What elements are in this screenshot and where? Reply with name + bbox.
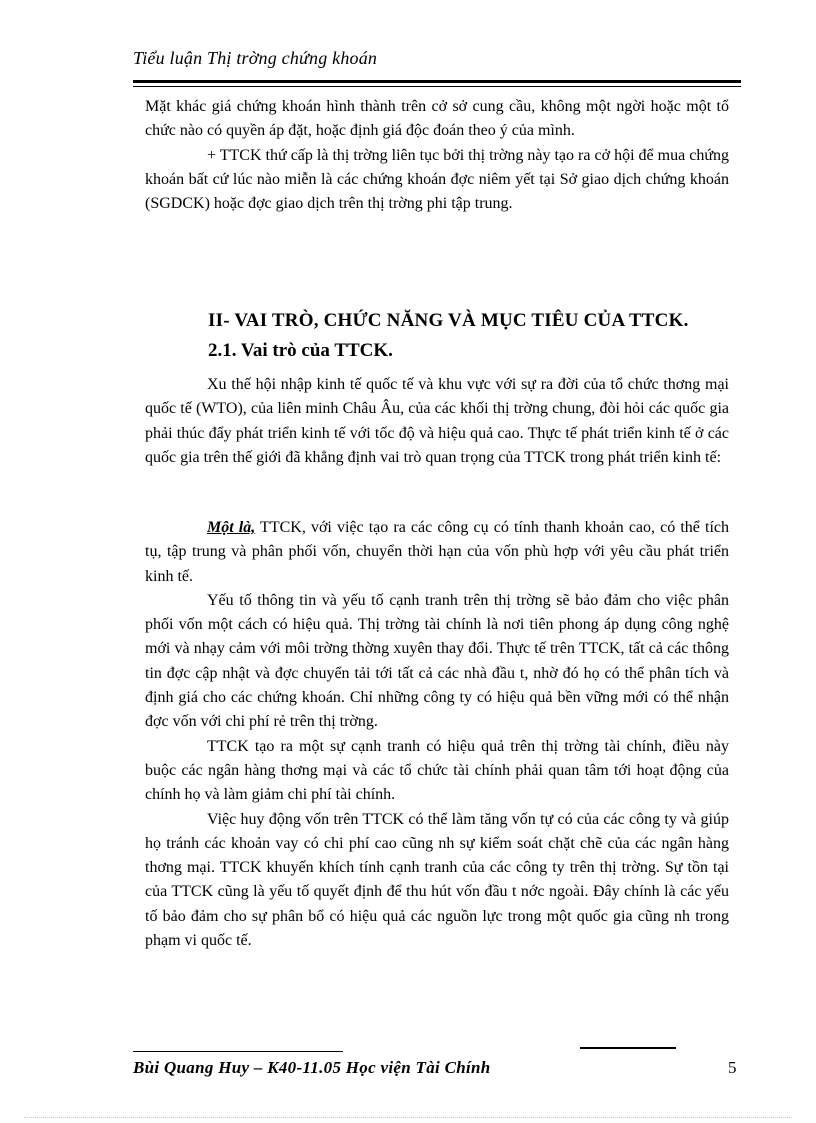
paragraph-xu-the-hoi-nhap: Xu thế hội nhập kinh tế quốc tế và khu vực với sự ra đời của tổ chức thơng mại quốc tế (WTO), của liên minh Châu Âu, của các khối thị trờng chung, đòi hỏi các quốc gia phải thúc đẩy phát triển kinh tế với tốc độ và hiệu quả cao. Thực tế phát triển kinh tế ở các quốc gia trên thế giới đã khẳng định vai trò quan trọng của TTCK trong phát triển kinh tế: (145, 376, 729, 466)
paragraph-yeu-to-thong-tin: Yếu tố thông tin và yếu tố cạnh tranh trên thị trờng sẽ bảo đảm cho việc phân phối vốn một cách có hiệu quả. Thị trờng tài chính là nơi tiên phong áp dụng công nghệ mới và nhạy cảm với môi trờng thờng xuyên thay đổi. Thực tế trên TTCK, tất cả các thông tin đợc cập nhật và đợc chuyển tải tới tất cả các nhà đầu t, nhờ đó họ có thể phân tích và định giá cho các chứng khoán. Chỉ những công ty có hiệu quả bền vững mới có thể nhận đợc vốn với chi phí rẻ trên thị trờng. (145, 591, 729, 731)
footer-author: Bùi Quang Huy – K40-11.05 Học viện Tài Chính (133, 1058, 491, 1077)
main-text-block (145, 516, 729, 953)
paragraph-ttck-thu-cap: + TTCK thứ cấp là thị trờng liên tục bởi thị trờng này tạo ra cở hội để mua chứng khoán bất cứ lúc nào miễn là các chứng khoán đợc niêm yết tại Sở giao dịch chứng khoán (SGDCK) hoặc đợc giao dịch trên thị trờng phi tập trung. (145, 146, 729, 213)
section-heading: II- VAI TRÒ, CHỨC NĂNG VÀ MỤC TIÊU CỦA TTCK. (208, 310, 689, 331)
page-bottom-dotted-line (24, 1117, 792, 1118)
top-text-block (145, 95, 729, 216)
intro-text-block (145, 373, 729, 470)
header-rule-thin (133, 86, 741, 87)
paragraph-mot-la (145, 516, 729, 589)
subsection-heading: 2.1. Vai trò của TTCK. (208, 340, 393, 361)
paragraph-mot-la-text: TTCK, với việc tạo ra các công cụ có tính thanh khoản cao, có thể tích tụ, tập trung và phân phối vốn, chuyển thời hạn của vốn phù hợp với yêu cầu phát triển kinh tế. (145, 519, 729, 585)
paragraph-canh-tranh: TTCK tạo ra một sự cạnh tranh có hiệu quả trên thị trờng tài chính, điều này buộc các ngân hàng thơng mại và các tổ chức tài chính phải quan tâm tới hoạt động của chính họ và làm giảm chi phí tài chính. (145, 737, 729, 804)
header-rule-thick (133, 80, 741, 83)
lead-phrase-mot-la: Một là, (207, 519, 256, 536)
footer-rule-left (133, 1051, 343, 1052)
running-header-title: Tiểu luận Thị trờng chứng khoán (133, 48, 378, 68)
paragraph-huy-dong-von: Việc huy động vốn trên TTCK có thể làm tăng vốn tự có của các công ty và giúp họ tránh các khoản vay có chi phí cao cũng nh sự kiểm soát chặt chẽ của các ngân hàng thơng mại. TTCK khuyến khích tính cạnh tranh của các công ty trên thị trờng. Sự tồn tại của TTCK cũng là yếu tố quyết định để thu hút vốn đầu t nớc ngoài. Đây chính là các yếu tố bảo đảm cho sự phân bổ có hiệu quả các nguồn lực trong một quốc gia cũng nh trong phạm vi quốc tế. (145, 810, 729, 950)
paragraph-gia-chung-khoan: Mặt khác giá chứng khoán hình thành trên cở sở cung cầu, không một ngời hoặc một tổ chức nào có quyền áp đặt, hoặc định giá độc đoán theo ý của mình. (145, 98, 729, 140)
page-number: 5 (728, 1058, 737, 1077)
footer-rule-right (580, 1047, 676, 1049)
